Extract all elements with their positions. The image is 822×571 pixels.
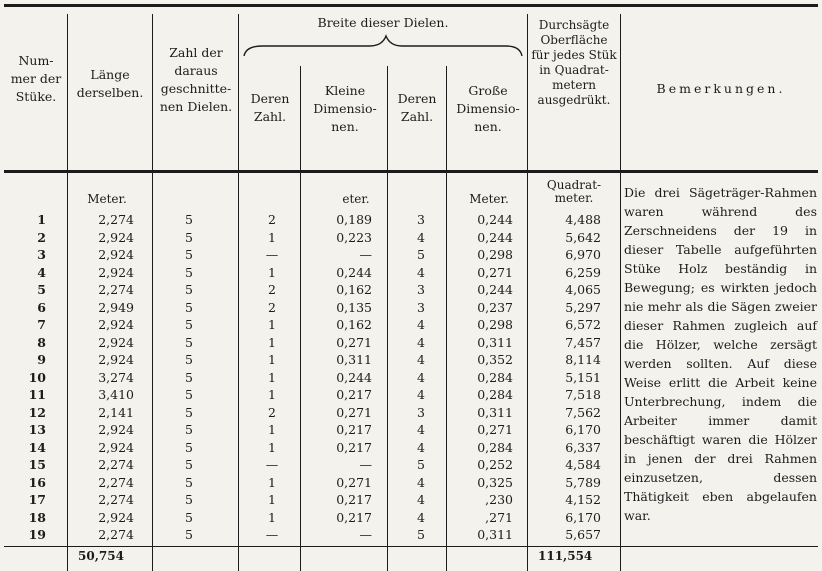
cell-nr-5: 5	[37, 282, 46, 297]
cell-laenge-4: 2,924	[98, 264, 134, 280]
cell-zahl-9: 5	[185, 352, 193, 367]
cell-klein-17: 0,217	[336, 492, 372, 507]
cell-gross-13: 0,271	[477, 422, 513, 437]
cell-z1-5: 2	[268, 282, 276, 297]
header-breite-group: Breite dieser Dielen.	[317, 15, 449, 30]
cell-z1-12: 2	[268, 404, 276, 420]
cell-nr-2: 2	[37, 229, 46, 245]
cell-nr-4: 4	[37, 264, 46, 280]
cell-z1-7: 1	[268, 317, 276, 332]
cell-gross-10: 0,284	[477, 369, 513, 385]
cell-laenge-3: 2,924	[98, 247, 134, 262]
cell-z2-18: 4	[417, 509, 425, 525]
header-deren-zahl-1: Deren Zahl.	[250, 91, 290, 124]
cell-gross-5: 0,244	[477, 282, 513, 297]
cell-klein-6: 0,135	[336, 299, 372, 315]
cell-flaeche-5: 4,065	[565, 282, 601, 297]
cell-flaeche-13: 6,170	[565, 422, 601, 437]
cell-gross-4: 0,271	[477, 264, 513, 280]
cell-nr-8: 8	[37, 334, 46, 350]
cell-gross-11: 0,284	[477, 387, 513, 402]
cell-z1-6: 2	[268, 299, 276, 315]
cell-zahl-14: 5	[185, 439, 193, 455]
cell-z2-15: 5	[417, 457, 425, 472]
cell-nr-18: 18	[28, 509, 46, 525]
cell-zahl-2: 5	[185, 229, 193, 245]
cell-flaeche-15: 4,584	[565, 457, 601, 472]
cell-klein-2: 0,223	[336, 229, 372, 245]
cell-klein-16: 0,271	[336, 474, 372, 490]
cell-z1-14: 1	[268, 439, 276, 455]
header-nummer: Num-mer der Stüke.	[10, 53, 62, 104]
cell-z2-17: 4	[417, 492, 425, 507]
cell-klein-13: 0,217	[336, 422, 372, 437]
unit-laenge: Meter.	[87, 192, 127, 206]
cell-laenge-17: 2,274	[98, 492, 134, 507]
cell-flaeche-12: 7,562	[565, 404, 601, 420]
cell-laenge-2: 2,924	[98, 229, 134, 245]
cell-flaeche-2: 5,642	[565, 229, 601, 245]
header-kleine-dim: Kleine Dimensio-nen.	[313, 83, 377, 134]
cell-zahl-16: 5	[185, 474, 193, 490]
cell-nr-11: 11	[28, 387, 46, 402]
cell-laenge-14: 2,924	[98, 439, 134, 455]
cell-flaeche-4: 6,259	[565, 264, 601, 280]
cell-z2-14: 4	[417, 439, 425, 455]
cell-z1-10: 1	[268, 369, 276, 385]
cell-z1-13: 1	[268, 422, 276, 437]
cell-zahl-10: 5	[185, 369, 193, 385]
cell-flaeche-14: 6,337	[565, 439, 601, 455]
cell-gross-12: 0,311	[477, 404, 513, 420]
cell-gross-1: 0,244	[477, 212, 513, 227]
cell-z1-2: 1	[268, 229, 276, 245]
remarks-text: Die drei Sägeträger-Rahmen waren während des Zerschneidens der 19 in dieser Tabelle aufgeführten Stüke Holz beständig in Bewegung; es wirkten jedoch nie mehr als die Sägen zweier dieser Rahmen zugleich auf die Hölzer, welche zersägt werden sollten. Auf diese Weise erlitt die Arbeit keine Unterbrechung, indem die Arbeiter immer damit beschäftigt waren die Hölzer in jenen der drei Rahmen einzusetzen, dessen Thätigkeit eben abgelaufen war.	[624, 185, 817, 523]
cell-z1-9: 1	[268, 352, 276, 367]
cell-z1-19: —	[265, 527, 279, 542]
cell-zahl-8: 5	[185, 334, 193, 350]
cell-z1-3: —	[265, 247, 279, 262]
cell-zahl-13: 5	[185, 422, 193, 437]
cell-z2-5: 3	[417, 282, 425, 297]
cell-laenge-1: 2,274	[98, 212, 134, 227]
cell-klein-7: 0,162	[336, 317, 372, 332]
cell-gross-7: 0,298	[477, 317, 513, 332]
header-bemerkungen: Bemerkungen.	[656, 81, 786, 96]
cell-gross-2: 0,244	[477, 229, 513, 245]
cell-z2-2: 4	[417, 229, 425, 245]
cell-flaeche-10: 5,151	[565, 369, 601, 385]
cell-zahl-12: 5	[185, 404, 193, 420]
cell-zahl-3: 5	[185, 247, 193, 262]
cell-klein-3: —	[359, 247, 372, 262]
cell-nr-12: 12	[28, 404, 46, 420]
cell-z2-19: 5	[417, 527, 425, 542]
cell-nr-19: 19	[28, 527, 46, 542]
cell-nr-14: 14	[28, 439, 46, 455]
cell-zahl-1: 5	[185, 212, 193, 227]
cell-flaeche-16: 5,789	[565, 474, 601, 490]
cell-gross-6: 0,237	[477, 299, 513, 315]
header-zahl-dielen: Zahl der daraus geschnitte-nen Dielen.	[159, 45, 233, 114]
header-deren-zahl-2: Deren Zahl.	[397, 91, 437, 124]
cell-z2-11: 4	[417, 387, 425, 402]
cell-z1-4: 1	[268, 264, 276, 280]
cell-laenge-15: 2,274	[98, 457, 134, 472]
cell-flaeche-3: 6,970	[565, 247, 601, 262]
cell-z2-16: 4	[417, 474, 425, 490]
cell-z1-16: 1	[268, 474, 276, 490]
cell-laenge-7: 2,924	[98, 317, 134, 332]
cell-klein-18: 0,217	[336, 509, 372, 525]
cell-flaeche-18: 6,170	[565, 509, 601, 525]
cell-klein-8: 0,271	[336, 334, 372, 350]
cell-flaeche-19: 5,657	[565, 527, 601, 542]
cell-nr-10: 10	[28, 369, 46, 385]
total-laenge: 50,754	[78, 549, 124, 563]
cell-z2-13: 4	[417, 422, 425, 437]
cell-nr-9: 9	[37, 352, 46, 367]
cell-klein-1: 0,189	[336, 212, 372, 227]
cell-z2-3: 5	[417, 247, 425, 262]
cell-laenge-10: 3,274	[98, 369, 134, 385]
cell-zahl-6: 5	[185, 299, 193, 315]
cell-flaeche-11: 7,518	[565, 387, 601, 402]
cell-klein-11: 0,217	[336, 387, 372, 402]
cell-z2-6: 3	[417, 299, 425, 315]
cell-z1-8: 1	[268, 334, 276, 350]
cell-z2-12: 3	[417, 404, 425, 420]
cell-laenge-6: 2,949	[98, 299, 134, 315]
unit-gross: Meter.	[469, 192, 509, 206]
cell-z2-8: 4	[417, 334, 425, 350]
cell-zahl-15: 5	[185, 457, 193, 472]
cell-klein-14: 0,217	[336, 439, 372, 455]
cell-gross-9: 0,352	[477, 352, 513, 367]
cell-klein-9: 0,311	[336, 352, 372, 367]
cell-gross-15: 0,252	[477, 457, 513, 472]
cell-laenge-5: 2,274	[98, 282, 134, 297]
header-oberflaeche: Durchsägte Oberfläche für jedes Stük in Quadrat-metern ausgedrükt.	[531, 18, 617, 107]
cell-zahl-17: 5	[185, 492, 193, 507]
cell-flaeche-1: 4,488	[565, 212, 601, 227]
total-flaeche: 111,554	[538, 549, 593, 563]
cell-z2-4: 4	[417, 264, 425, 280]
cell-nr-15: 15	[28, 457, 46, 472]
header-laenge: Länge derselben.	[76, 67, 144, 100]
cell-laenge-18: 2,924	[98, 509, 134, 525]
cell-klein-19: —	[359, 527, 372, 542]
cell-klein-5: 0,162	[336, 282, 372, 297]
cell-nr-16: 16	[28, 474, 46, 490]
cell-nr-3: 3	[37, 247, 46, 262]
cell-gross-17: ,230	[485, 492, 513, 507]
cell-flaeche-9: 8,114	[565, 352, 601, 367]
cell-laenge-13: 2,924	[98, 422, 134, 437]
cell-gross-14: 0,284	[477, 439, 513, 455]
cell-laenge-11: 3,410	[98, 387, 134, 402]
cell-nr-1: 1	[37, 212, 46, 227]
cell-zahl-7: 5	[185, 317, 193, 332]
cell-gross-19: 0,311	[477, 527, 513, 542]
cell-z1-15: —	[265, 457, 279, 472]
cell-nr-7: 7	[37, 317, 46, 332]
cell-flaeche-6: 5,297	[565, 299, 601, 315]
cell-gross-8: 0,311	[477, 334, 513, 350]
cell-zahl-19: 5	[185, 527, 193, 542]
cell-zahl-4: 5	[185, 264, 193, 280]
cell-zahl-18: 5	[185, 509, 193, 525]
cell-zahl-5: 5	[185, 282, 193, 297]
header-grosse-dim: Große Dimensio-nen.	[456, 83, 520, 134]
cell-nr-17: 17	[28, 492, 46, 507]
cell-z1-18: 1	[268, 509, 276, 525]
cell-z1-1: 2	[268, 212, 276, 227]
cell-laenge-16: 2,274	[98, 474, 134, 490]
cell-klein-4: 0,244	[336, 264, 372, 280]
cell-z2-10: 4	[417, 369, 425, 385]
cell-laenge-12: 2,141	[98, 404, 134, 420]
cell-z1-17: 1	[268, 492, 276, 507]
cell-flaeche-17: 4,152	[565, 492, 601, 507]
cell-gross-18: ,271	[485, 509, 513, 525]
cell-flaeche-8: 7,457	[565, 334, 601, 350]
cell-z1-11: 1	[268, 387, 276, 402]
cell-zahl-11: 5	[185, 387, 193, 402]
cell-klein-12: 0,271	[336, 404, 372, 420]
cell-laenge-8: 2,924	[98, 334, 134, 350]
cell-z2-9: 4	[417, 352, 425, 367]
cell-laenge-9: 2,924	[98, 352, 134, 367]
cell-gross-16: 0,325	[477, 474, 513, 490]
cell-z2-7: 4	[417, 317, 425, 332]
cell-nr-13: 13	[28, 422, 46, 437]
unit-oberflaeche: Quadrat-meter.	[546, 178, 602, 205]
cell-nr-6: 6	[37, 299, 46, 315]
cell-klein-15: —	[359, 457, 372, 472]
cell-klein-10: 0,244	[336, 369, 372, 385]
cell-z2-1: 3	[417, 212, 425, 227]
cell-laenge-19: 2,274	[98, 527, 134, 542]
cell-flaeche-7: 6,572	[565, 317, 601, 332]
cell-gross-3: 0,298	[477, 247, 513, 262]
unit-klein: eter.	[342, 192, 370, 206]
